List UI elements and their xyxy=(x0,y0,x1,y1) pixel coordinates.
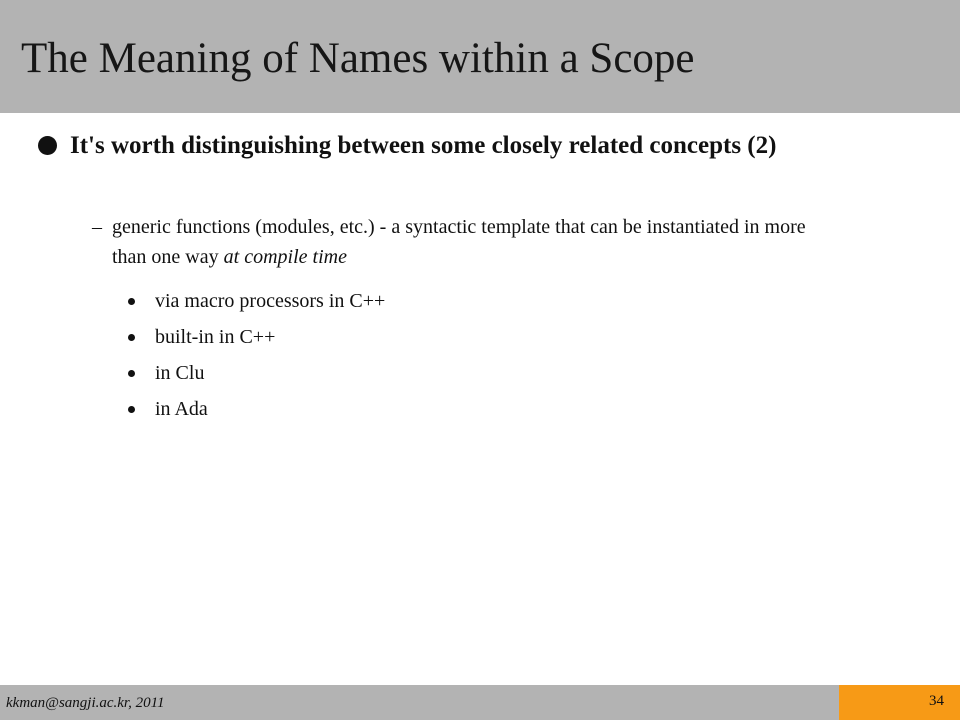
sub-bullet-text xyxy=(112,212,812,272)
sub-bullet-emphasis: at compile time xyxy=(223,246,347,268)
small-bullet-icon xyxy=(128,406,135,413)
small-bullet-icon xyxy=(128,334,135,341)
page-number: 34 xyxy=(929,693,944,709)
main-bullet-dot xyxy=(38,136,57,155)
footer-author-bar xyxy=(0,685,839,720)
list-item-label: via macro processors in C++ xyxy=(155,290,386,312)
footer-author: kkman@sangji.ac.kr, 2011 xyxy=(6,695,165,711)
page-title: The Meaning of Names within a Scope xyxy=(21,35,695,82)
main-bullet-text: It's worth distinguishing between some closely related concepts (2) xyxy=(70,132,777,159)
small-bullet-icon xyxy=(128,370,135,377)
list-item-label: built-in in C++ xyxy=(155,326,276,348)
sub-bullet-marker: – xyxy=(92,216,102,238)
list-item-label: in Ada xyxy=(155,398,208,420)
small-bullet-icon xyxy=(128,298,135,305)
sub-bullet-main-text: generic functions (modules, etc.) - a syntactic template that can be instantiated in more than one way xyxy=(112,216,806,268)
page-number-box xyxy=(839,685,960,720)
list-item-label: in Clu xyxy=(155,362,205,384)
